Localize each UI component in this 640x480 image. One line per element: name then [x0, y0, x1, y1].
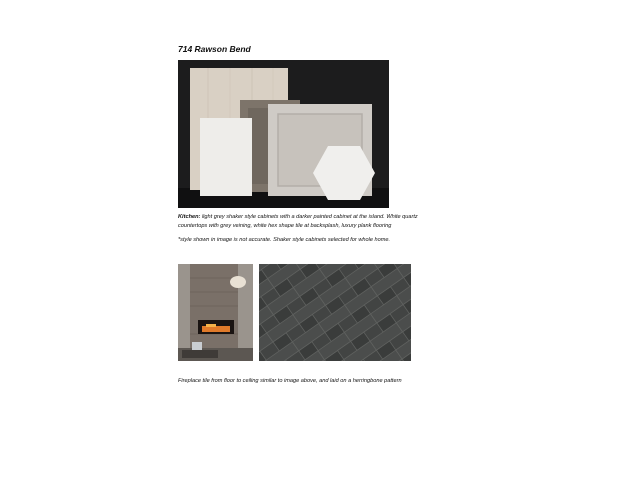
- fireplace-photo: [178, 264, 253, 361]
- kitchen-text: light grey shaker style cabinets with a darker painted cabinet at the island. White quartz countertops with grey veining, white hex shape tile at backsplash, luxury plank flooring: [178, 214, 418, 229]
- herringbone-tile-image: [259, 264, 411, 361]
- kitchen-samples-photo: [178, 60, 389, 208]
- kitchen-samples-image: [178, 60, 389, 208]
- fireplace-description: Fireplace tile from floor to ceiling similar to image above, and laid on a herringbone pattern: [178, 378, 402, 384]
- kitchen-label: Kitchen:: [178, 214, 201, 220]
- fireplace-image: [178, 264, 253, 361]
- kitchen-description: [178, 213, 448, 231]
- document-title: 714 Rawson Bend: [178, 44, 251, 54]
- style-note: *style shown in image is not accurate. Shaker style cabinets selected for whole home.: [178, 237, 391, 243]
- herringbone-tile-photo: [259, 264, 411, 361]
